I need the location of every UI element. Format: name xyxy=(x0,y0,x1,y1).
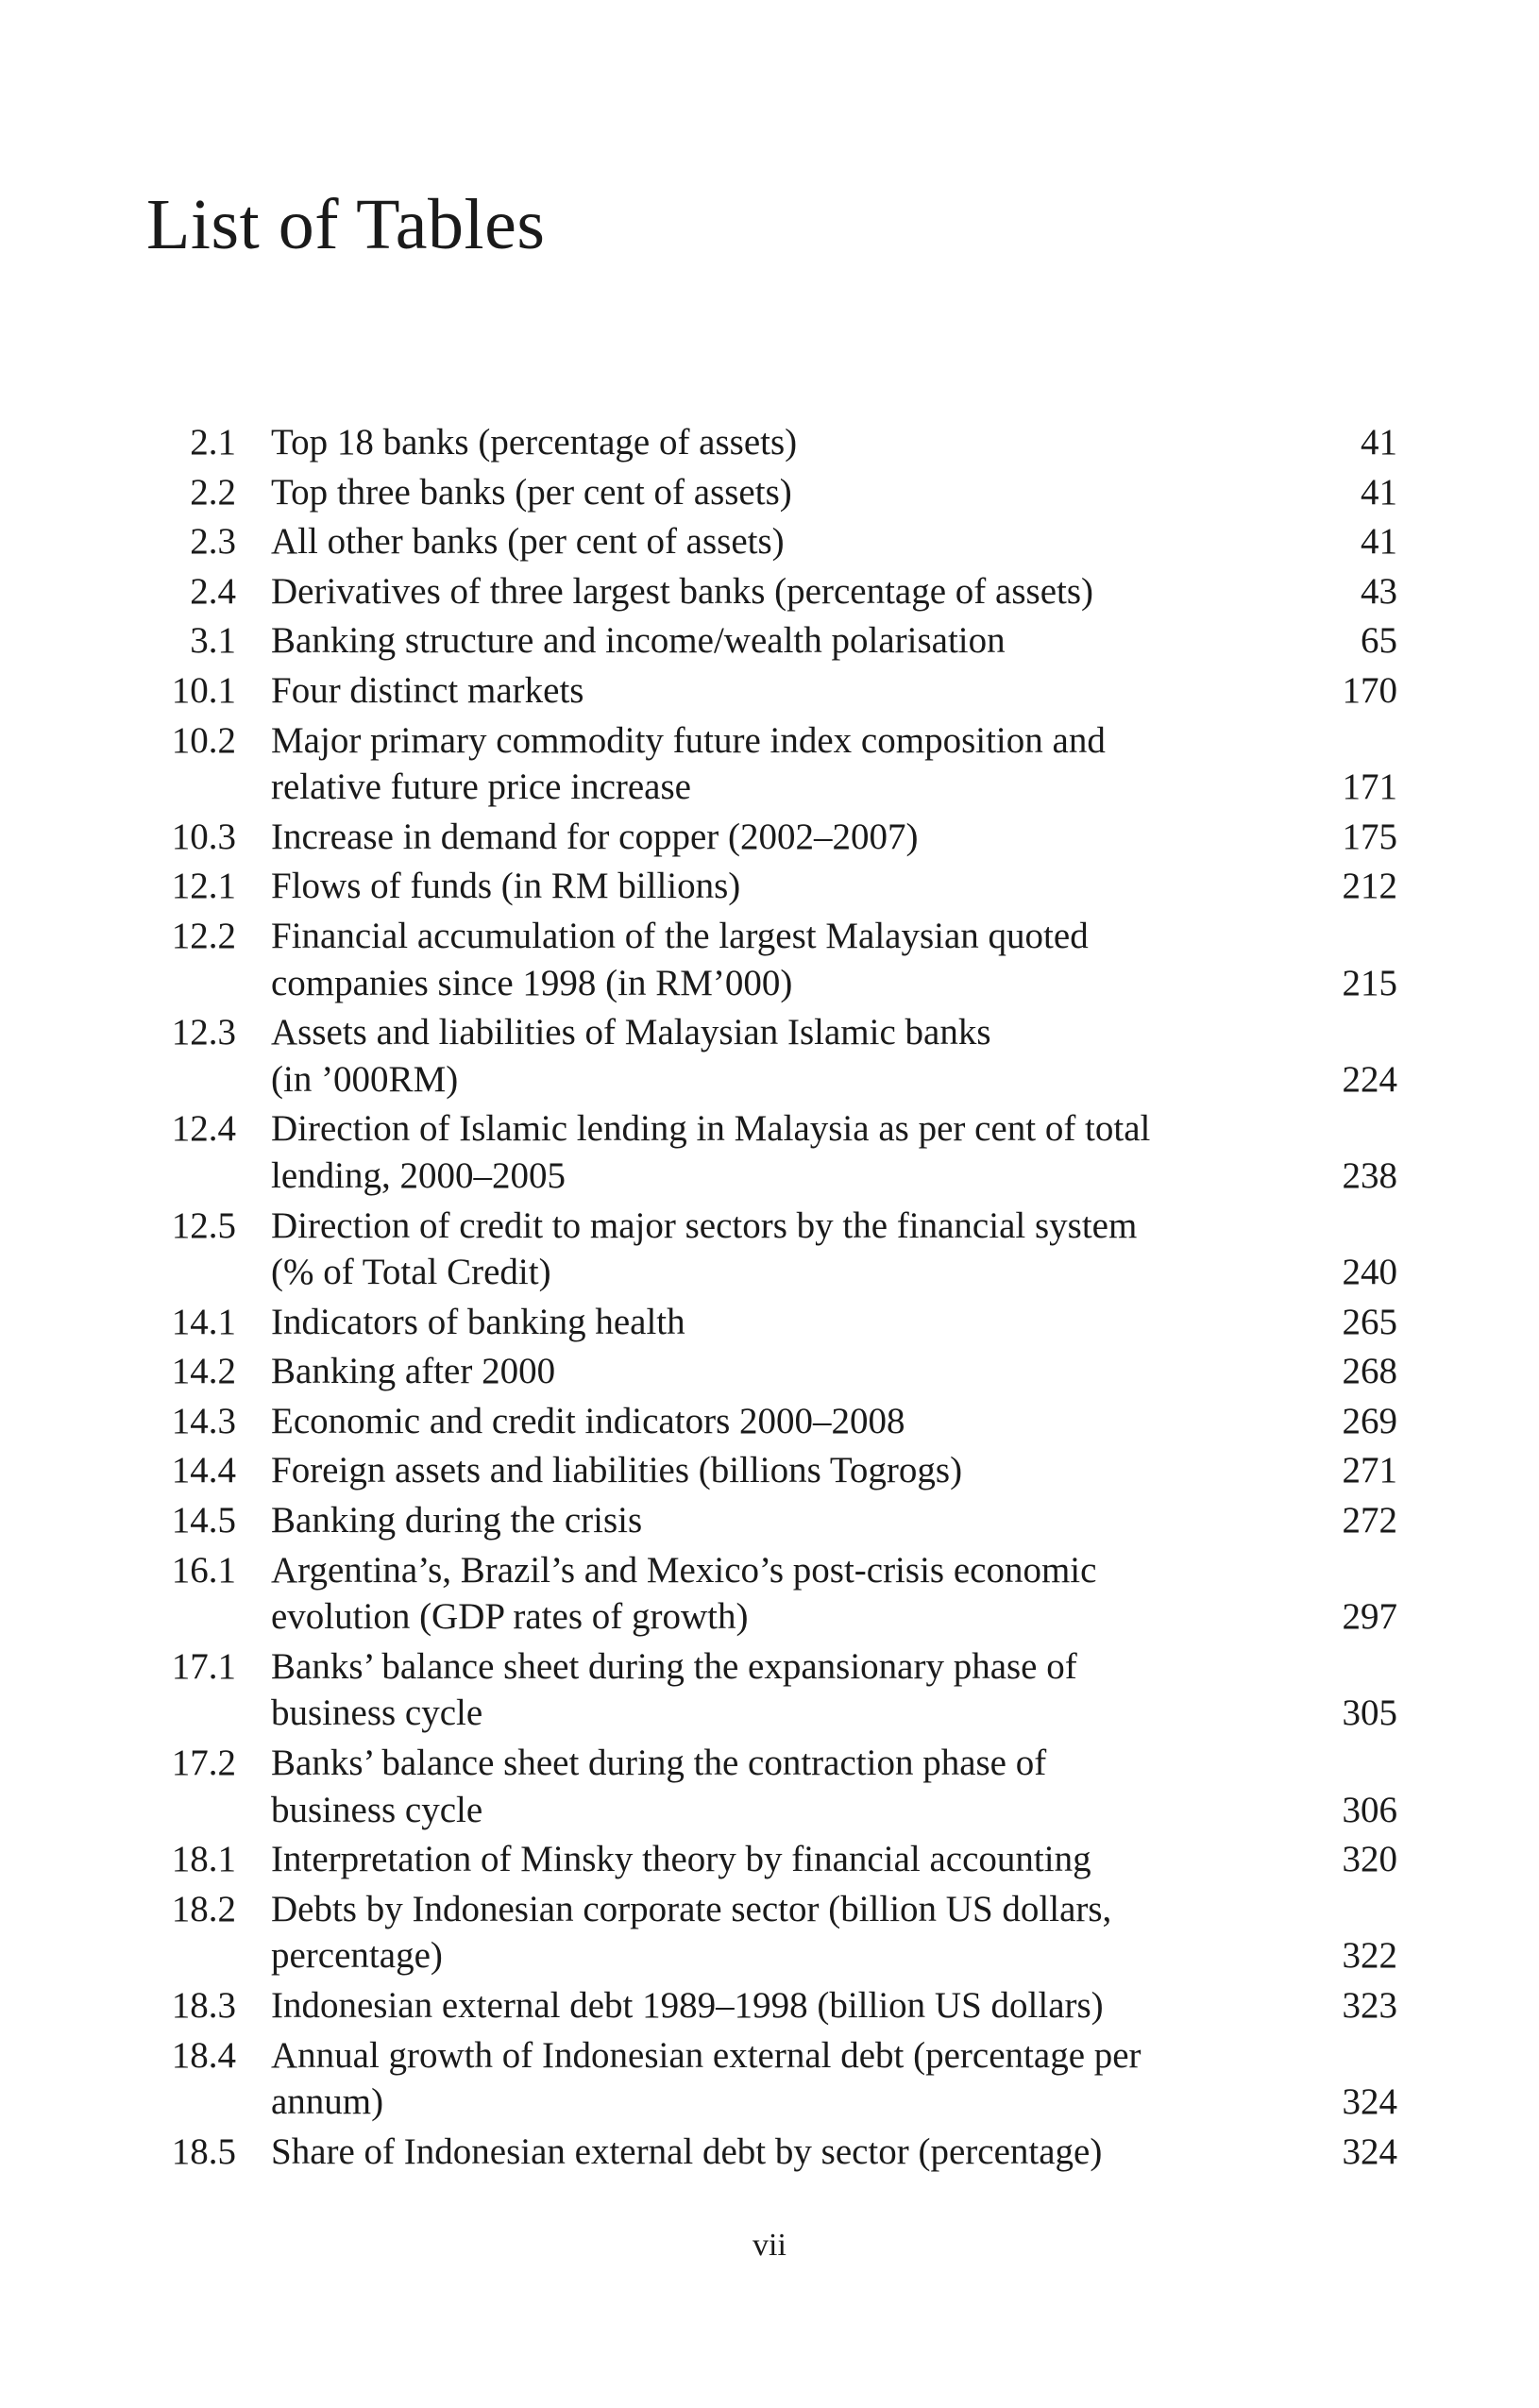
table-number: 17.1 xyxy=(171,1645,236,1687)
page-reference: 41 xyxy=(1361,471,1397,513)
table-entry xyxy=(142,2129,1397,2176)
table-title-line: Foreign assets and liabilities (billions Togrogs) xyxy=(271,1450,963,1491)
page-reference: 324 xyxy=(1342,2130,1397,2172)
table-entry xyxy=(142,1203,1397,1296)
table-number: 16.1 xyxy=(171,1549,236,1591)
page-reference: 271 xyxy=(1342,1450,1397,1491)
table-title-line: Assets and liabilities of Malaysian Islamic banks xyxy=(271,1012,991,1053)
table-title xyxy=(271,1447,1291,1494)
page-reference: 215 xyxy=(1342,962,1397,1003)
table-title-line: Annual growth of Indonesian external debt (percentage per xyxy=(271,2034,1142,2076)
table-title xyxy=(271,863,1291,910)
table-title-line: Direction of credit to major sectors by the financial system xyxy=(271,1204,1138,1246)
page-reference: 238 xyxy=(1342,1154,1397,1196)
page-reference: 272 xyxy=(1342,1500,1397,1541)
table-number: 14.5 xyxy=(171,1500,236,1541)
table-title-line: Argentina’s, Brazil’s and Mexico’s post-crisis economic xyxy=(271,1549,1097,1591)
table-entry xyxy=(142,568,1397,615)
table-entry xyxy=(142,1836,1397,1883)
table-entry xyxy=(142,1740,1397,1833)
table-number: 18.1 xyxy=(171,1839,236,1880)
table-title-line: Banking during the crisis xyxy=(271,1500,643,1541)
table-title xyxy=(271,1299,1291,1346)
table-number: 14.3 xyxy=(171,1400,236,1441)
table-title xyxy=(271,717,1291,811)
table-title xyxy=(271,814,1291,861)
table-title-line: Banking after 2000 xyxy=(271,1351,556,1392)
table-number: 12.3 xyxy=(171,1012,236,1053)
table-entry xyxy=(142,1547,1397,1641)
table-entry xyxy=(142,1398,1397,1445)
table-title-line: lending, 2000–2005 xyxy=(271,1154,566,1196)
table-entry xyxy=(142,667,1397,715)
table-title xyxy=(271,1740,1291,1833)
table-title-line: relative future price increase xyxy=(271,766,691,808)
table-entry xyxy=(142,1105,1397,1199)
table-title xyxy=(271,1497,1291,1544)
table-title xyxy=(271,518,1291,565)
table-number: 2.1 xyxy=(190,422,236,463)
table-title-line: Major primary commodity future index composition and xyxy=(271,719,1106,761)
page-number: vii xyxy=(753,2228,786,2263)
table-entry xyxy=(142,1447,1397,1494)
table-number: 12.1 xyxy=(171,866,236,907)
table-entry xyxy=(142,863,1397,910)
table-number: 10.3 xyxy=(171,816,236,857)
page-reference: 269 xyxy=(1342,1400,1397,1441)
table-number: 12.5 xyxy=(171,1204,236,1246)
table-title xyxy=(271,1886,1291,1979)
table-title-line: Indicators of banking health xyxy=(271,1301,685,1342)
page-reference: 265 xyxy=(1342,1301,1397,1342)
table-title xyxy=(271,1348,1291,1395)
table-number: 18.5 xyxy=(171,2130,236,2172)
table-title-line: companies since 1998 (in RM’000) xyxy=(271,962,793,1003)
table-title-line: evolution (GDP rates of growth) xyxy=(271,1596,749,1638)
table-entry xyxy=(142,1299,1397,1346)
table-number: 10.2 xyxy=(171,719,236,761)
table-entry xyxy=(142,814,1397,861)
page-reference: 268 xyxy=(1342,1351,1397,1392)
table-title-line: (% of Total Credit) xyxy=(271,1252,551,1293)
table-entry xyxy=(142,617,1397,665)
table-title-line: Financial accumulation of the largest Malaysian quoted xyxy=(271,915,1089,956)
table-title xyxy=(271,913,1291,1006)
page-title: List of Tables xyxy=(146,185,546,264)
table-title xyxy=(271,419,1291,466)
table-entry xyxy=(142,469,1397,516)
table-number: 14.2 xyxy=(171,1351,236,1392)
table-entry xyxy=(142,419,1397,466)
table-title-line: Interpretation of Minsky theory by financial accounting xyxy=(271,1839,1091,1880)
table-number: 12.4 xyxy=(171,1108,236,1150)
table-title-line: Four distinct markets xyxy=(271,669,584,711)
table-entry xyxy=(142,1497,1397,1544)
table-title xyxy=(271,1982,1291,2029)
table-title-line: Banks’ balance sheet during the contraction phase of xyxy=(271,1743,1047,1784)
table-entry xyxy=(142,1982,1397,2029)
table-entry xyxy=(142,2032,1397,2126)
table-title xyxy=(271,1643,1291,1737)
table-title xyxy=(271,2032,1291,2126)
table-entry xyxy=(142,913,1397,1006)
table-number: 14.1 xyxy=(171,1301,236,1342)
table-title-line: business cycle xyxy=(271,1692,483,1734)
table-number: 12.2 xyxy=(171,915,236,956)
page-reference: 320 xyxy=(1342,1839,1397,1880)
table-title-line: Share of Indonesian external debt by sector (percentage) xyxy=(271,2130,1103,2172)
table-title xyxy=(271,617,1291,665)
table-title-line: Top three banks (per cent of assets) xyxy=(271,471,792,513)
table-title xyxy=(271,469,1291,516)
page-reference: 171 xyxy=(1342,766,1397,808)
page-reference: 324 xyxy=(1342,2081,1397,2123)
table-number: 17.2 xyxy=(171,1743,236,1784)
table-title-line: percentage) xyxy=(271,1935,443,1977)
table-number: 10.1 xyxy=(171,669,236,711)
table-title xyxy=(271,1203,1291,1296)
table-number: 2.2 xyxy=(190,471,236,513)
table-title xyxy=(271,1836,1291,1883)
page-reference: 170 xyxy=(1342,669,1397,711)
page-reference: 306 xyxy=(1342,1789,1397,1830)
table-title-line: Increase in demand for copper (2002–2007) xyxy=(271,816,919,857)
table-title-line: Economic and credit indicators 2000–2008 xyxy=(271,1400,905,1441)
table-number: 3.1 xyxy=(190,620,236,662)
table-title xyxy=(271,568,1291,615)
table-entry xyxy=(142,1886,1397,1979)
table-number: 18.3 xyxy=(171,1985,236,2026)
table-number: 18.4 xyxy=(171,2034,236,2076)
table-number: 2.4 xyxy=(190,570,236,612)
table-list xyxy=(142,419,1397,2178)
table-title xyxy=(271,1547,1291,1641)
page-reference: 41 xyxy=(1361,422,1397,463)
table-title-line: Banks’ balance sheet during the expansionary phase of xyxy=(271,1645,1077,1687)
table-title-line: Debts by Indonesian corporate sector (billion US dollars, xyxy=(271,1888,1112,1929)
table-number: 18.2 xyxy=(171,1888,236,1929)
page-reference: 41 xyxy=(1361,521,1397,563)
page-reference: 305 xyxy=(1342,1692,1397,1734)
table-title xyxy=(271,1398,1291,1445)
page-reference: 43 xyxy=(1361,570,1397,612)
table-title-line: Flows of funds (in RM billions) xyxy=(271,866,741,907)
table-title-line: annum) xyxy=(271,2081,384,2123)
table-title-line: Indonesian external debt 1989–1998 (billion US dollars) xyxy=(271,1985,1104,2026)
table-title-line: Direction of Islamic lending in Malaysia as per cent of total xyxy=(271,1108,1151,1150)
table-entry xyxy=(142,518,1397,565)
table-title-line: Banking structure and income/wealth polarisation xyxy=(271,620,1006,662)
table-title xyxy=(271,1105,1291,1199)
table-entry xyxy=(142,1348,1397,1395)
page-reference: 240 xyxy=(1342,1252,1397,1293)
table-title xyxy=(271,667,1291,715)
page-reference: 322 xyxy=(1342,1935,1397,1977)
table-title xyxy=(271,1009,1291,1103)
table-title-line: (in ’000RM) xyxy=(271,1058,459,1100)
table-title-line: business cycle xyxy=(271,1789,483,1830)
table-entry xyxy=(142,1643,1397,1737)
table-number: 14.4 xyxy=(171,1450,236,1491)
table-title-line: Top 18 banks (percentage of assets) xyxy=(271,422,798,463)
page-reference: 323 xyxy=(1342,1985,1397,2026)
page-reference: 297 xyxy=(1342,1596,1397,1638)
table-title xyxy=(271,2129,1291,2176)
table-number: 2.3 xyxy=(190,521,236,563)
page-reference: 175 xyxy=(1342,816,1397,857)
table-entry xyxy=(142,717,1397,811)
table-entry xyxy=(142,1009,1397,1103)
page-reference: 224 xyxy=(1342,1058,1397,1100)
table-title-line: All other banks (per cent of assets) xyxy=(271,521,785,563)
page-reference: 65 xyxy=(1361,620,1397,662)
table-title-line: Derivatives of three largest banks (percentage of assets) xyxy=(271,570,1094,612)
page-reference: 212 xyxy=(1342,866,1397,907)
